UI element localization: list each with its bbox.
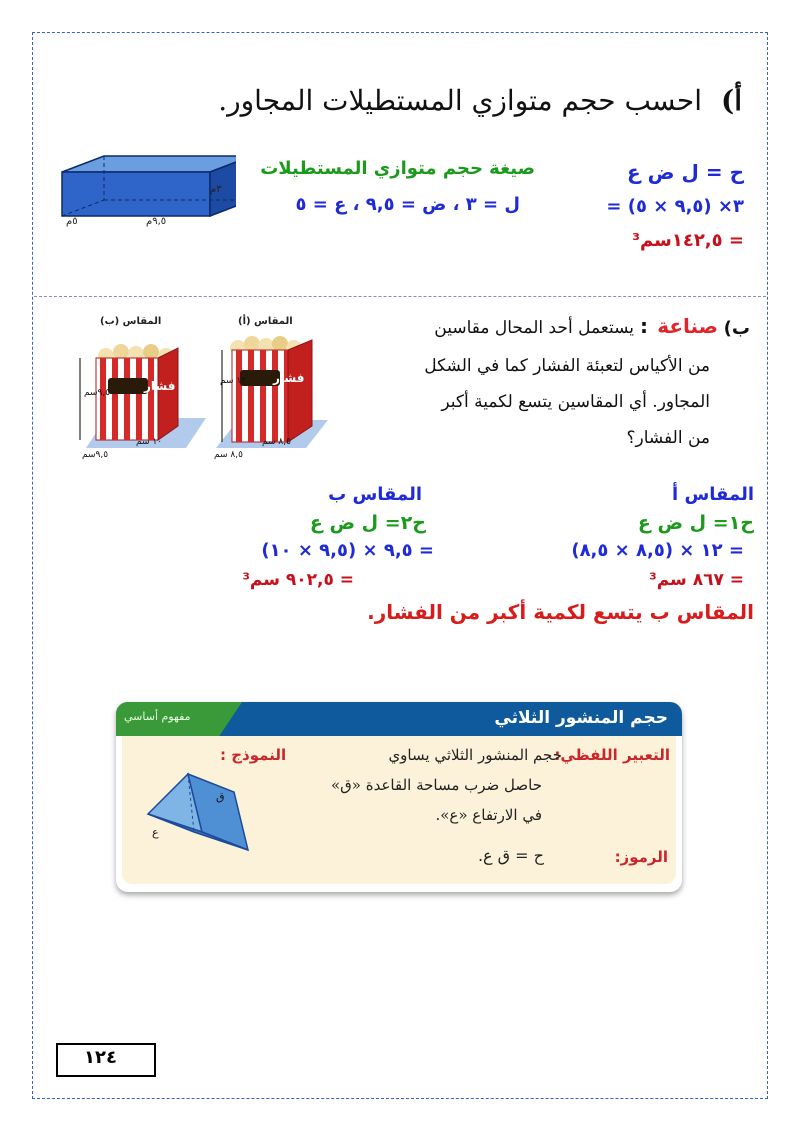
bag-b-text: فشار: [144, 379, 176, 393]
verbal-line-1: حجم المنشور الثلاثي يساوي: [388, 746, 562, 764]
size-a-formula: ح١= ل ض ع: [637, 512, 754, 534]
size-a-step: = ١٢ × (٨,٥ × ٨,٥): [571, 540, 744, 561]
model-label: النموذج :: [220, 746, 287, 764]
bag-a-label: المقاس (أ): [238, 316, 293, 327]
page-number: ١٢٤: [84, 1047, 117, 1068]
question-b-topic: صناعة: [657, 314, 718, 338]
formula-label: صيغة حجم متوازي المستطيلات: [260, 158, 535, 179]
size-b-step: = ٩,٥ × (٩,٥ × ١٠): [261, 540, 434, 561]
triangular-prism-icon: [138, 770, 258, 854]
bag-a-text: فشار: [273, 371, 305, 385]
calc-step-1: = ٣× (٩,٥ × ٥): [606, 196, 744, 217]
question-b-line-1: يستعمل أحد المحال مقاسين: [434, 318, 634, 338]
bag-a-base-label: ٨,٥ سم: [262, 437, 291, 447]
symbols-label: الرموز:: [614, 848, 668, 866]
size-b-result: = ٩٠٢,٥ سم³: [242, 570, 354, 590]
prism-height-label: ٣م: [210, 184, 222, 195]
bag-a-side-label: ٨,٥ سم: [214, 450, 243, 460]
bag-b-height-label: ٩,٥سم: [84, 388, 111, 398]
verbal-line-2: حاصل ضرب مساحة القاعدة «ق»: [330, 776, 542, 794]
question-b-line-4: من الفشار؟: [626, 428, 710, 448]
concept-tag: مفهوم أساسي: [124, 710, 191, 723]
size-a-heading: المقاس أ: [672, 484, 754, 505]
prism-base-label: ق: [216, 790, 225, 803]
verbal-line-3: في الارتفاع «ع».: [435, 806, 542, 824]
section-divider: [34, 296, 766, 297]
popcorn-bag-a: [230, 336, 312, 442]
size-b-heading: المقاس ب: [328, 484, 422, 505]
bag-b-base-label: ١٠ سم: [136, 437, 163, 447]
bag-a-height-label: ١٢ سم: [220, 376, 247, 386]
volume-formula: ح = ل ض ع: [627, 160, 744, 184]
result-a: = ١٤٢,٥سم³: [632, 230, 744, 251]
question-b-letter: ب): [723, 318, 750, 339]
bag-b-label: المقاس (ب): [100, 316, 162, 327]
conclusion: المقاس ب يتسع لكمية أكبر من الفشار.: [367, 600, 754, 624]
question-b-colon: :: [640, 314, 648, 338]
symbols-formula: ح = ق ع.: [477, 846, 544, 865]
question-a-letter: أ): [720, 84, 742, 117]
concept-title: حجم المنشور الثلاثي: [494, 708, 668, 728]
question-a-title: احسب حجم متوازي المستطيلات المجاور.: [218, 84, 702, 117]
size-b-formula: ح٢= ل ض ع: [309, 512, 426, 534]
given-values: ل = ٣ ، ض = ٩,٥ ، ع = ٥: [295, 194, 520, 215]
prism-width-label: ٥م: [66, 216, 78, 227]
bag-b-side-label: ٩,٥سم: [82, 450, 109, 460]
question-b-line-2: من الأكياس لتعبئة الفشار كما في الشكل: [424, 356, 710, 376]
prism-length-label: ٩,٥م: [146, 216, 167, 227]
key-concept-box: [116, 702, 682, 892]
size-a-result: = ٨٦٧ سم³: [649, 570, 744, 590]
prism-height-label-concept: ع: [152, 826, 159, 839]
verbal-label: التعبير اللفظي:: [554, 746, 670, 764]
question-b-line-3: المجاور. أي المقاسين يتسع لكمية أكبر: [441, 392, 710, 412]
